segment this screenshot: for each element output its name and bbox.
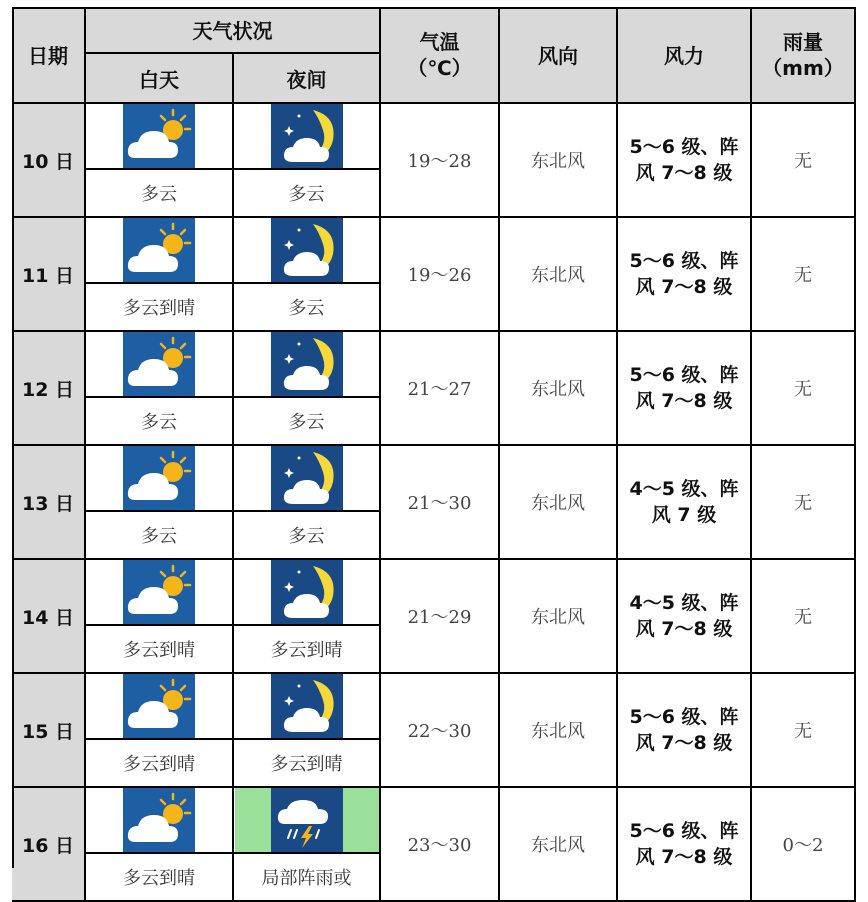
date-cell: 16 日 [12, 788, 86, 902]
date-cell: 14 日 [12, 560, 86, 674]
day-weather-label: 多云到晴 [86, 284, 234, 332]
date-cell: 11 日 [12, 218, 86, 332]
header-night: 夜间 [234, 54, 381, 104]
day-weather-label: 多云到晴 [86, 740, 234, 788]
wind-direction-cell: 东北风 [500, 674, 618, 788]
wind-force-line2: 风 7～8 级 [635, 618, 733, 640]
day-icon-cell [86, 446, 234, 512]
wind-force-cell [618, 788, 752, 902]
cloudy-night-icon [271, 104, 343, 168]
date-cell: 10 日 [12, 104, 86, 218]
wind-force-line1: 4～5 级、阵 [629, 478, 739, 500]
day-icon-cell [86, 560, 234, 626]
partly-cloudy-day-icon [123, 104, 195, 168]
partly-cloudy-day-icon [123, 788, 195, 852]
day-weather-label: 多云到晴 [86, 854, 234, 902]
wind-direction-cell: 东北风 [500, 446, 618, 560]
night-icon-cell [234, 104, 381, 170]
cloudy-night-icon [271, 674, 343, 738]
day-weather-label: 多云 [86, 512, 234, 560]
day-weather-label: 多云到晴 [86, 626, 234, 674]
day-icon-cell [86, 104, 234, 170]
night-weather-label: 多云 [234, 284, 381, 332]
wind-force-line2: 风 7～8 级 [635, 846, 733, 868]
rainfall-cell: 0～2 [752, 788, 856, 902]
night-weather-label: 局部阵雨或 [234, 854, 381, 902]
night-icon-cell [234, 332, 381, 398]
wind-force-line2: 风 7～8 级 [635, 390, 733, 412]
wind-direction-cell: 东北风 [500, 104, 618, 218]
rainfall-cell: 无 [752, 560, 856, 674]
wind-force-line1: 5～6 级、阵 [629, 820, 739, 842]
night-icon-cell [234, 446, 381, 512]
date-cell: 12 日 [12, 332, 86, 446]
partly-cloudy-day-icon [123, 218, 195, 282]
cloudy-night-icon [271, 218, 343, 282]
wind-force-line2: 风 7 级 [651, 504, 717, 526]
wind-force-line2: 风 7～8 级 [635, 162, 733, 184]
temperature-cell: 21～27 [381, 332, 500, 446]
wind-direction-cell: 东北风 [500, 218, 618, 332]
thunderstorm-icon [235, 788, 379, 852]
temperature-cell: 21～29 [381, 560, 500, 674]
day-icon-cell [86, 788, 234, 854]
cloudy-night-icon [271, 446, 343, 510]
wind-direction-cell: 东北风 [500, 332, 618, 446]
wind-force-line1: 5～6 级、阵 [629, 250, 739, 272]
partly-cloudy-day-icon [123, 674, 195, 738]
wind-force-line1: 4～5 级、阵 [629, 592, 739, 614]
night-weather-label: 多云 [234, 170, 381, 218]
header-temp [381, 7, 500, 104]
partly-cloudy-day-icon [123, 332, 195, 396]
day-weather-label: 多云 [86, 398, 234, 446]
wind-force-line1: 5～6 级、阵 [629, 706, 739, 728]
wind-force-cell [618, 104, 752, 218]
temperature-cell: 22～30 [381, 674, 500, 788]
night-weather-label: 多云 [234, 398, 381, 446]
night-icon-cell [234, 560, 381, 626]
night-weather-label: 多云 [234, 512, 381, 560]
night-icon-cell [234, 674, 381, 740]
header-rain-unit: （mm） [762, 55, 844, 80]
temperature-cell: 19～28 [381, 104, 500, 218]
header-weather: 天气状况 [86, 7, 381, 54]
wind-force-line2: 风 7～8 级 [635, 276, 733, 298]
rainfall-cell: 无 [752, 674, 856, 788]
temperature-cell: 21～30 [381, 446, 500, 560]
wind-force-cell [618, 560, 752, 674]
wind-force-cell [618, 332, 752, 446]
day-icon-cell [86, 674, 234, 740]
wind-direction-cell: 东北风 [500, 560, 618, 674]
night-icon-cell [234, 218, 381, 284]
weather-table [12, 7, 856, 889]
header-day: 白天 [86, 54, 234, 104]
rainfall-cell: 无 [752, 104, 856, 218]
night-weather-label: 多云到晴 [234, 626, 381, 674]
header-temp-label: 气温 [419, 29, 460, 54]
header-rain [752, 7, 856, 104]
cloudy-night-icon [271, 560, 343, 624]
rainfall-cell: 无 [752, 446, 856, 560]
night-icon-cell [234, 788, 381, 854]
wind-force-line1: 5～6 级、阵 [629, 136, 739, 158]
wind-force-line1: 5～6 级、阵 [629, 364, 739, 386]
temperature-cell: 19～26 [381, 218, 500, 332]
partly-cloudy-day-icon [123, 560, 195, 624]
day-icon-cell [86, 218, 234, 284]
rainfall-cell: 无 [752, 218, 856, 332]
wind-direction-cell: 东北风 [500, 788, 618, 902]
day-icon-cell [86, 332, 234, 398]
header-rain-label: 雨量 [783, 29, 823, 54]
wind-force-cell [618, 446, 752, 560]
header-wind-direction: 风向 [500, 7, 618, 104]
date-cell: 13 日 [12, 446, 86, 560]
header-wind-force: 风力 [618, 7, 752, 104]
rainfall-cell: 无 [752, 332, 856, 446]
wind-force-cell [618, 674, 752, 788]
partly-cloudy-day-icon [123, 446, 195, 510]
header-temp-unit: （℃） [407, 55, 472, 80]
wind-force-line2: 风 7～8 级 [635, 732, 733, 754]
day-weather-label: 多云 [86, 170, 234, 218]
temperature-cell: 23～30 [381, 788, 500, 902]
night-weather-label: 多云到晴 [234, 740, 381, 788]
cloudy-night-icon [271, 332, 343, 396]
header-date: 日期 [12, 7, 86, 104]
wind-force-cell [618, 218, 752, 332]
date-cell: 15 日 [12, 674, 86, 788]
